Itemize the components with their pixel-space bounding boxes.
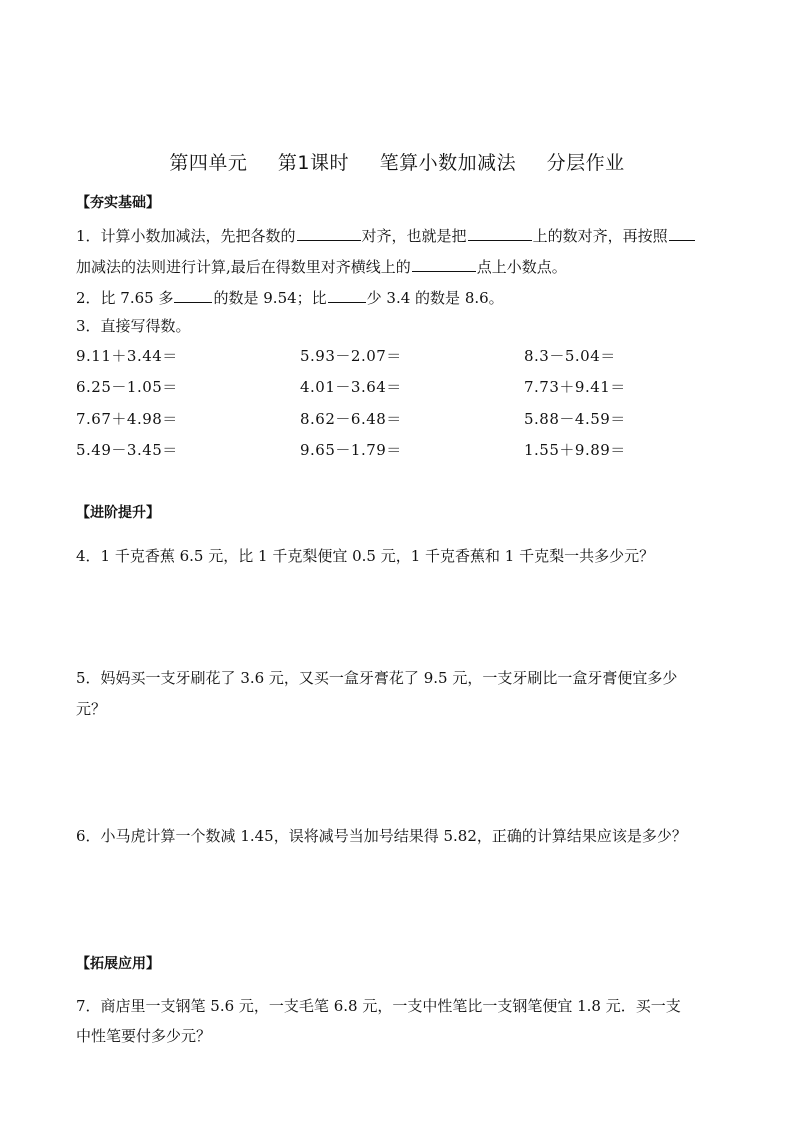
calc-item: 5.88－4.59＝ [524,410,626,428]
title-type: 分层作业 [546,152,625,174]
calc-item: 4.01－3.64＝ [300,378,402,396]
question-7-line-1: 7．商店里一支钢笔 5.6 元，一支毛笔 6.8 元，一支中性笔比一支钢笔便宜 1.8 元．买一支 [76,997,681,1015]
q1-text-5: 点上小数点。 [476,258,567,276]
question-2 [76,286,724,308]
question-6: 6．小马虎计算一个数减 1.45，误将减号当加号结果得 5.82，正确的计算结果应该是多少？ [76,827,687,845]
q2-blank-1[interactable] [174,286,212,303]
section-advanced: 【进阶提升】 [76,505,160,521]
question-5-line-1: 5．妈妈买一支牙刷花了 3.6 元，又买一盒牙膏花了 9.5 元，一支牙刷比一盒牙膏便宜多少 [76,669,678,687]
calc-item: 9.11＋3.44＝ [76,347,178,365]
calc-item: 8.62－6.48＝ [300,410,402,428]
calc-item: 5.93－2.07＝ [300,347,402,365]
question-1-line-2 [76,255,724,277]
q1-blank-2[interactable] [468,224,532,241]
q1-blank-3[interactable] [669,224,695,241]
q1-blank-4[interactable] [412,255,476,272]
title-topic: 笔算小数加减法 [379,152,517,174]
calc-item: 8.3－5.04＝ [524,347,616,365]
question-5-line-2: 元？ [76,700,107,718]
calc-item: 7.73＋9.41＝ [524,378,626,396]
q2-text-2: 的数是 9.54；比 [213,289,327,307]
section-extended: 【拓展应用】 [76,956,160,972]
q1-text-4: 加减法的法则进行计算,最后在得数里对齐横线上的 [76,258,411,276]
calc-item: 6.25－1.05＝ [76,378,178,396]
calc-item: 7.67＋4.98＝ [76,410,178,428]
q2-text-3: 少 3.4 的数是 8.6。 [366,289,504,307]
question-1-line-1 [76,224,724,246]
q1-text-2: 对齐，也就是把 [361,227,467,245]
calc-item: 1.55＋9.89＝ [524,441,626,459]
q1-text-1: 1．计算小数加减法，先把各数的 [76,227,296,245]
title-unit: 第四单元 [169,152,248,174]
q2-blank-2[interactable] [328,286,366,303]
q1-blank-1[interactable] [297,224,361,241]
q1-text-3: 上的数对齐，再按照 [532,227,668,245]
title-lesson: 第1课时 [277,152,350,174]
page-title [0,148,794,175]
section-basic: 【夯实基础】 [76,195,160,211]
calc-item: 9.65－1.79＝ [300,441,402,459]
question-4: 4．1 千克香蕉 6.5 元，比 1 千克梨便宜 0.5 元，1 千克香蕉和 1 千克梨一共多少元？ [76,547,655,565]
calc-item: 5.49－3.45＝ [76,441,178,459]
q2-text-1: 2．比 7.65 多 [76,289,174,307]
question-3-label: 3．直接写得数。 [76,317,191,335]
question-7-line-2: 中性笔要付多少元？ [76,1027,212,1045]
